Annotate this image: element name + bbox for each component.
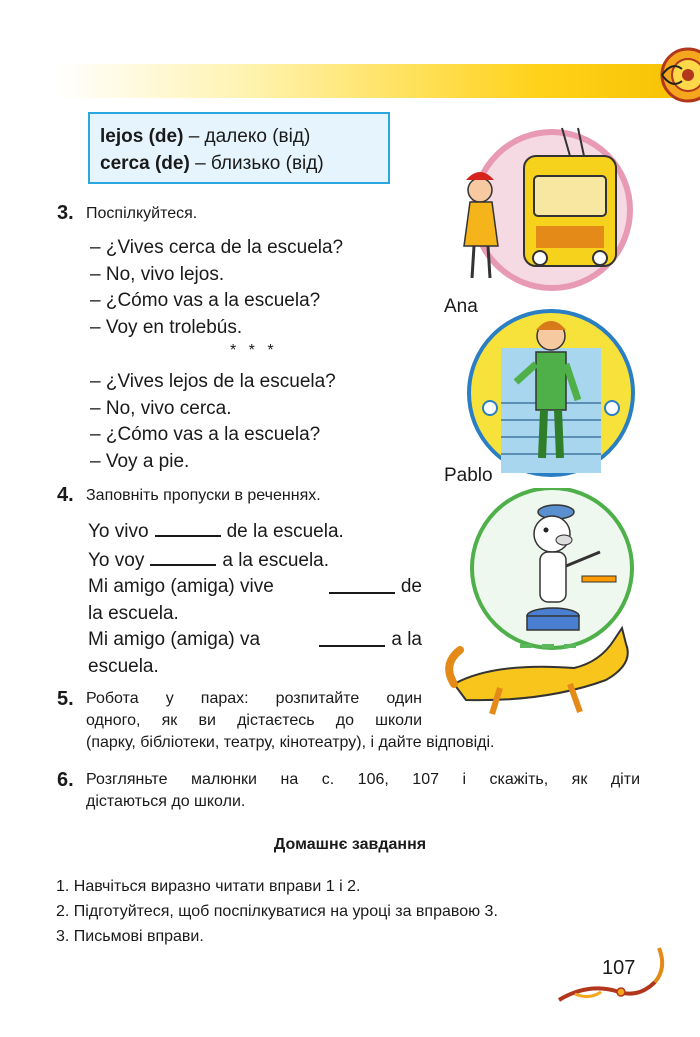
sentence-3: Mi amigo (amiga) vive de xyxy=(88,576,422,597)
homework-title: Домашнє завдання xyxy=(273,836,427,853)
vocab-row-cerca: cerca (de) – близько (від) xyxy=(100,153,324,174)
page-number: 107 xyxy=(602,957,636,979)
vocab-row-lejos: lejos (de) – далеко (від) xyxy=(100,126,311,147)
walking-boy-illustration xyxy=(466,308,636,478)
fill-in-sentences xyxy=(88,517,422,680)
sentence-3-cont: la escuela. xyxy=(88,602,179,624)
dialog-line: – No, vivo cerca. xyxy=(90,397,232,419)
dialog-1 xyxy=(90,235,343,341)
exercise-6-number: 6. xyxy=(57,769,74,791)
exercise-6-text: Розгляньте малюнки на с. 106, 107 і скажіть, як діти дістаються до школи. xyxy=(86,771,640,810)
exercise-4-number: 4. xyxy=(57,484,74,506)
exercise-5-number: 5. xyxy=(57,688,74,710)
vocabulary-box xyxy=(88,112,390,184)
exercise-3-instruction: Поспілкуйтеся. xyxy=(86,205,198,222)
dialog-2 xyxy=(90,369,336,475)
homework-item: 1. Навчіться виразно читати вправи 1 і 2. xyxy=(56,878,361,895)
trolleybus-illustration xyxy=(452,118,642,308)
sentence-1: Yo vivo de la escuela. xyxy=(88,517,422,546)
dialog-line: – ¿Vives cerca de la escuela? xyxy=(90,237,344,258)
dog-policeman-illustration xyxy=(440,488,640,728)
dialog-line: – ¿Vives lejos de la escuela? xyxy=(90,371,336,392)
sentence-4-cont: escuela. xyxy=(88,655,159,677)
sentence-4: Mi amigo (amiga) va a la xyxy=(88,629,422,650)
dialog-line: – ¿Cómo vas a la escuela? xyxy=(90,424,321,445)
dialog-line: – No, vivo lejos. xyxy=(90,263,225,285)
top-decorative-band xyxy=(55,64,700,98)
exercise-4-instruction: Заповніть пропуски в реченнях. xyxy=(86,487,321,504)
dialog-line: – ¿Cómo vas a la escuela? xyxy=(90,290,321,311)
dialog-separator: * * * xyxy=(230,342,278,359)
blank-line[interactable] xyxy=(319,627,385,647)
blank-line[interactable] xyxy=(329,574,395,594)
blank-line[interactable] xyxy=(155,517,221,537)
girl-icon xyxy=(468,178,492,202)
dialog-line: – Voy en trolebús. xyxy=(90,316,243,338)
dog-icon xyxy=(534,516,570,552)
homework-item: 2. Підготуйтеся, щоб поспілкуватися на уроці за вправою 3. xyxy=(56,903,498,920)
dialog-line: – Voy a pie. xyxy=(90,450,190,472)
homework-list xyxy=(56,874,498,949)
exercise-3-number: 3. xyxy=(57,202,74,224)
homework-item: 3. Письмові вправи. xyxy=(56,928,204,945)
caption-ana: Ana xyxy=(444,296,478,317)
corner-ornament-icon xyxy=(636,40,700,110)
page-corner-ornament-icon xyxy=(555,940,675,1010)
exercise-5-text: Робота у парах: розпитайте один одного, як ви дістаєтесь до школи (парку, бібліотеки, театру, кінотеатру), і дайте відповіді. xyxy=(86,690,495,751)
sentence-2: Yo voy a la escuela. xyxy=(88,546,422,575)
caption-pablo: Pablo xyxy=(444,465,493,486)
blank-line[interactable] xyxy=(150,546,216,566)
